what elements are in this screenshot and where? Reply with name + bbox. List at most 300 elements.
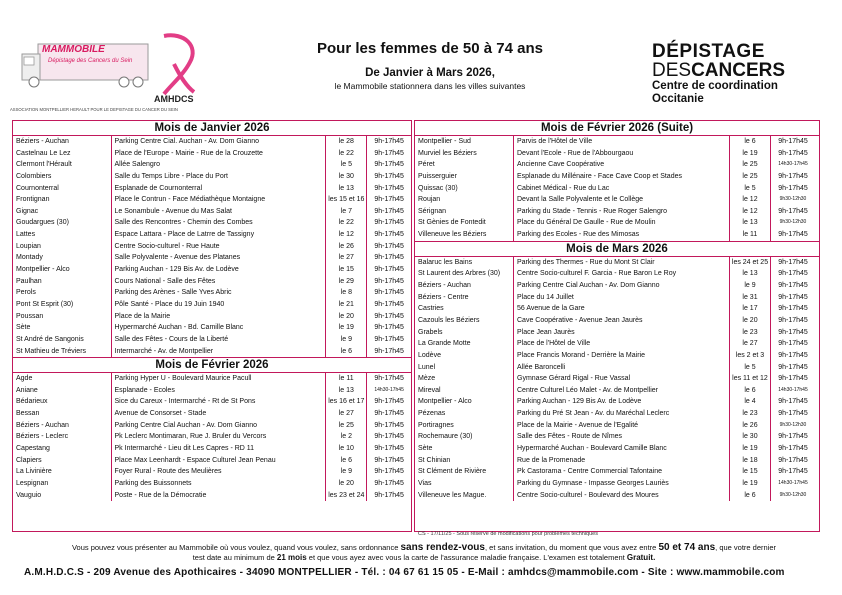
hours-cell: 9h-17h45 bbox=[374, 277, 404, 285]
hours-cell: 9h-17h45 bbox=[778, 456, 808, 464]
table-row bbox=[13, 183, 411, 195]
place-cell: Place de la Mairie - Avenue de l'Egalité bbox=[514, 420, 730, 432]
city-cell: Montpellier - Alco bbox=[13, 264, 112, 276]
date-cell: le 27 bbox=[730, 338, 771, 350]
date-cell: le 6 bbox=[730, 490, 771, 502]
hours-cell: 9h-17h45 bbox=[374, 266, 404, 274]
hours-cell: 9h-17h45 bbox=[374, 300, 404, 308]
date-cell: le 13 bbox=[326, 183, 367, 195]
date-cell: le 29 bbox=[326, 276, 367, 288]
date-range-title: De Janvier à Mars 2026, bbox=[365, 67, 495, 79]
hours-cell: 14h30-17h45 bbox=[778, 479, 808, 486]
place-cell: Parking Auchan - 129 Bis Av. de Lodève bbox=[514, 396, 730, 408]
hours-cell: 9h-17h45 bbox=[374, 231, 404, 239]
date-cell: le 10 bbox=[326, 443, 367, 455]
table-row bbox=[13, 264, 411, 276]
city-cell: Puisserguier bbox=[415, 171, 514, 183]
date-cell: le 26 bbox=[326, 241, 367, 253]
date-cell: le 6 bbox=[730, 136, 771, 148]
place-cell: 56 Avenue de la Gare bbox=[514, 303, 730, 315]
logo-des: DES bbox=[652, 60, 692, 81]
table-row bbox=[415, 183, 819, 195]
place-cell: Espace Lattara - Place de Latrre de Tassigny bbox=[112, 229, 327, 241]
place-cell: Ancienne Cave Coopérative bbox=[514, 159, 730, 171]
date-cell: le 2 bbox=[326, 431, 367, 443]
city-cell: Lodève bbox=[415, 350, 514, 362]
city-cell: Sérignan bbox=[415, 206, 514, 218]
place-cell: Parking Hyper U - Boulevard Maurice Pacull bbox=[112, 373, 327, 385]
place-cell: Poste - Rue de la Démocratie bbox=[112, 490, 327, 502]
city-cell: Perols bbox=[13, 287, 112, 299]
mammobile-logo bbox=[10, 30, 204, 112]
city-cell: Murviel les Béziers bbox=[415, 148, 514, 160]
hours-cell: 9h-17h45 bbox=[374, 347, 404, 355]
hours-cell: 9h-17h45 bbox=[374, 138, 404, 145]
table-row bbox=[13, 490, 411, 502]
table-row bbox=[415, 396, 819, 408]
table-row bbox=[415, 466, 819, 478]
date-cell: le 20 bbox=[326, 478, 367, 490]
city-cell: Quissac (30) bbox=[415, 183, 514, 195]
table-row bbox=[415, 431, 819, 443]
city-cell: St André de Sangonis bbox=[13, 334, 112, 346]
date-cell: le 8 bbox=[326, 287, 367, 299]
date-cell: le 13 bbox=[730, 268, 771, 280]
hours-cell: 9h-17h45 bbox=[778, 410, 808, 418]
city-cell: La Grande Motte bbox=[415, 338, 514, 350]
table-row bbox=[415, 194, 819, 206]
place-cell: Place Francis Morand - Derrière la Mairie bbox=[514, 350, 730, 362]
hours-cell: 9h-17h45 bbox=[778, 351, 808, 359]
city-cell: Bessan bbox=[13, 408, 112, 420]
place-cell: Centre Socio-culturel F. Garcia - Rue Baron Le Roy bbox=[514, 268, 730, 280]
city-cell: St Clément de Rivière bbox=[415, 466, 514, 478]
table-row bbox=[13, 455, 411, 467]
place-cell: Salle du Temps Libre - Place du Port bbox=[112, 171, 327, 183]
table-row bbox=[13, 241, 411, 253]
place-cell: Devant la Salle Polyvalente et le Collège bbox=[514, 194, 730, 206]
hours-cell: 9h-17h45 bbox=[374, 172, 404, 180]
table-row bbox=[13, 346, 411, 358]
city-cell: Montady bbox=[13, 252, 112, 264]
date-cell: le 9 bbox=[326, 334, 367, 346]
hours-cell: 9h-17h45 bbox=[778, 398, 808, 406]
table-row bbox=[415, 420, 819, 432]
depistage-logo bbox=[652, 42, 822, 106]
place-cell: Parvis de l'Hôtel de Ville bbox=[514, 136, 730, 148]
hours-cell: 9h-17h45 bbox=[778, 445, 808, 453]
table-row bbox=[415, 455, 819, 467]
place-cell: Intermarché - Av. de Montpellier bbox=[112, 346, 327, 358]
hours-cell: 14h30-17h45 bbox=[778, 161, 808, 168]
table-row bbox=[415, 327, 819, 339]
footer-21-mois: 21 mois bbox=[276, 553, 307, 562]
place-cell: Salle des Rencontres - Chemin des Combes bbox=[112, 217, 327, 229]
place-cell: Hypermarché Auchan - Bd. Camille Blanc bbox=[112, 322, 327, 334]
footer-age-range: 50 et 74 ans bbox=[658, 542, 716, 553]
footer-line1-mid: , et sans invitation, du moment que vous avez entre bbox=[484, 543, 657, 552]
place-cell: Foyer Rural - Route des Meulières bbox=[112, 466, 327, 478]
date-cell: le 11 bbox=[730, 229, 771, 241]
city-cell: Cournonterral bbox=[13, 183, 112, 195]
table-row bbox=[13, 206, 411, 218]
date-cell: le 15 bbox=[326, 264, 367, 276]
footer-gratuit: Gratuit. bbox=[626, 553, 656, 562]
hours-cell: 9h-17h45 bbox=[778, 316, 808, 324]
table-row bbox=[415, 373, 819, 385]
hours-cell: 9h30-12h30 bbox=[779, 421, 807, 428]
date-cell: les 2 et 3 bbox=[730, 350, 771, 362]
contact-line: A.M.H.D.C.S - 209 Avenue des Apothicaires - 34090 MONTPELLIER - Tél. : 04 67 61 15 05 - E-Mail : amhdcs@mammobile.com - Site : www.mammobile.com bbox=[24, 567, 785, 578]
date-cell: le 4 bbox=[730, 396, 771, 408]
city-cell: Bédarieux bbox=[13, 396, 112, 408]
place-cell: Devant l'Ecole - Rue de l'Abbourgaou bbox=[514, 148, 730, 160]
table-row bbox=[13, 443, 411, 455]
title-block bbox=[250, 40, 610, 91]
place-cell: Place du Général De Gaulle - Rue de Moulin bbox=[514, 217, 730, 229]
hours-cell: 9h-17h45 bbox=[374, 491, 404, 499]
hours-cell: 9h-17h45 bbox=[374, 219, 404, 227]
city-cell: Béziers - Auchan bbox=[415, 280, 514, 292]
place-cell: Parking des Thermes - Rue du Mont St Clair bbox=[514, 257, 730, 269]
date-cell: le 22 bbox=[326, 148, 367, 160]
city-cell: Goudargues (30) bbox=[13, 217, 112, 229]
table-row bbox=[415, 217, 819, 229]
hours-cell: 9h-17h45 bbox=[374, 375, 404, 383]
hours-cell: 9h30-12h30 bbox=[779, 196, 807, 203]
hours-cell: 9h-17h45 bbox=[778, 138, 808, 145]
date-cell: le 9 bbox=[326, 466, 367, 478]
date-cell: le 21 bbox=[326, 299, 367, 311]
place-cell: Place le Contrun - Face Médiathèque Montaigne bbox=[112, 194, 327, 206]
table-row bbox=[415, 408, 819, 420]
place-cell: Place de la Mairie bbox=[112, 311, 327, 323]
logo-depistage: DÉPISTAGE bbox=[652, 41, 765, 62]
place-cell: Pk Leclerc Montimaran, Rue J. Bruler du Vercors bbox=[112, 431, 327, 443]
hours-cell: 9h-17h45 bbox=[374, 445, 404, 453]
fevrier-title: Mois de Février 2026 bbox=[13, 357, 411, 373]
city-cell: Capestang bbox=[13, 443, 112, 455]
date-cell: le 22 bbox=[326, 217, 367, 229]
place-cell: Parking du Gymnase - Impasse Georges Lauriès bbox=[514, 478, 730, 490]
hours-cell: 9h-17h45 bbox=[778, 184, 808, 192]
city-cell: Pézenas bbox=[415, 408, 514, 420]
hours-cell: 9h-17h45 bbox=[778, 172, 808, 180]
place-cell: Esplanade du Millénaire - Face Cave Coop et Stades bbox=[514, 171, 730, 183]
city-cell: Montpellier - Alco bbox=[415, 396, 514, 408]
logo-cancers: CANCERS bbox=[691, 60, 786, 81]
table-row bbox=[415, 315, 819, 327]
table-row bbox=[13, 420, 411, 432]
mars-table bbox=[415, 257, 819, 501]
city-cell: Rochemaure (30) bbox=[415, 431, 514, 443]
table-row bbox=[13, 408, 411, 420]
fevrier-suite-title: Mois de Février 2026 (Suite) bbox=[415, 121, 819, 136]
city-cell: Béziers - Centre bbox=[415, 292, 514, 304]
right-schedule-panel bbox=[414, 120, 820, 532]
table-row bbox=[415, 443, 819, 455]
mammobile-subtitle: Dépistage des Cancers du Sein bbox=[48, 58, 133, 64]
hours-cell: 9h-17h45 bbox=[374, 289, 404, 297]
table-row bbox=[415, 362, 819, 374]
logo-occitanie: Occitanie bbox=[652, 93, 704, 105]
place-cell: Salle des Fêtes - Cours de la Liberté bbox=[112, 334, 327, 346]
hours-cell: 9h-17h45 bbox=[778, 270, 808, 278]
city-cell: Pont St Esprit (30) bbox=[13, 299, 112, 311]
hours-cell: 9h-17h45 bbox=[374, 335, 404, 343]
footer-note: CS - 17/11/25 - Sous réserve de modifications pour problèmes techniques bbox=[418, 531, 598, 537]
hours-cell: 9h-17h45 bbox=[374, 456, 404, 464]
city-cell: Clapiers bbox=[13, 455, 112, 467]
hours-cell: 9h-17h45 bbox=[778, 363, 808, 371]
table-row bbox=[415, 206, 819, 218]
place-cell: Pk Intermarché - Lieu dit Les Capres - RD 11 bbox=[112, 443, 327, 455]
place-cell: Place du 14 Juillet bbox=[514, 292, 730, 304]
hours-cell: 9h-17h45 bbox=[778, 282, 808, 290]
hours-cell: 9h-17h45 bbox=[374, 398, 404, 406]
date-cell: le 6 bbox=[326, 455, 367, 467]
left-schedule-panel bbox=[12, 120, 412, 532]
place-cell: Parking Auchan - 129 Bis Av. de Lodève bbox=[112, 264, 327, 276]
city-cell: Clermont l'Hérault bbox=[13, 159, 112, 171]
table-row bbox=[415, 229, 819, 241]
place-cell: Avenue de Consorset - Stade bbox=[112, 408, 327, 420]
place-cell: Parking Centre Cial Auchan - Av. Dom Gianno bbox=[112, 420, 327, 432]
city-cell: Villeneuve les Mague. bbox=[415, 490, 514, 502]
date-cell: les 23 et 24 bbox=[326, 490, 367, 502]
city-cell: Loupian bbox=[13, 241, 112, 253]
mammobile-name: MAMMOBILE bbox=[42, 44, 105, 55]
date-cell: le 12 bbox=[730, 206, 771, 218]
table-row bbox=[13, 229, 411, 241]
date-cell: le 5 bbox=[730, 183, 771, 195]
city-cell: Cazouls les Béziers bbox=[415, 315, 514, 327]
table-row bbox=[415, 148, 819, 160]
date-cell: le 17 bbox=[730, 303, 771, 315]
date-cell: le 20 bbox=[326, 311, 367, 323]
date-cell: les 15 et 16 bbox=[326, 194, 367, 206]
table-row bbox=[13, 334, 411, 346]
hours-cell: 9h-17h45 bbox=[778, 305, 808, 313]
hours-cell: 14h30-17h45 bbox=[374, 386, 404, 393]
place-cell: Esplanade - Ecoles bbox=[112, 385, 327, 397]
city-cell: Roujan bbox=[415, 194, 514, 206]
hours-cell: 9h30-12h30 bbox=[779, 219, 807, 226]
place-cell: Rue de la Promenade bbox=[514, 455, 730, 467]
table-row bbox=[415, 292, 819, 304]
mammobile-truck-icon bbox=[14, 30, 204, 112]
date-cell: le 25 bbox=[730, 159, 771, 171]
table-row bbox=[415, 338, 819, 350]
city-cell: La Livinière bbox=[13, 466, 112, 478]
footer-line1-start: Vous pouvez vous présenter au Mammobile où vous voulez, quand vous voulez, sans ordonnance bbox=[71, 543, 399, 552]
table-row bbox=[13, 252, 411, 264]
place-cell: Place de l'Hôtel de Ville bbox=[514, 338, 730, 350]
city-cell: Béziers - Leclerc bbox=[13, 431, 112, 443]
table-row bbox=[13, 478, 411, 490]
date-cell: le 13 bbox=[326, 385, 367, 397]
hours-cell: 9h-17h45 bbox=[374, 196, 404, 204]
hours-cell: 9h-17h45 bbox=[778, 293, 808, 301]
place-cell: Parking du Stade - Tennis - Rue Roger Salengro bbox=[514, 206, 730, 218]
hours-cell: 9h-17h45 bbox=[374, 254, 404, 262]
date-cell: le 23 bbox=[730, 327, 771, 339]
logo-centre: Centre de coordination bbox=[652, 80, 778, 92]
place-cell: Cours National - Salle des Fêtes bbox=[112, 276, 327, 288]
table-row bbox=[415, 268, 819, 280]
city-cell: Villeneuve les Béziers bbox=[415, 229, 514, 241]
city-cell: Péret bbox=[415, 159, 514, 171]
place-cell: Pôle Santé - Place du 19 Juin 1940 bbox=[112, 299, 327, 311]
place-cell: Parking du Pré St Jean - Av. du Maréchal Leclerc bbox=[514, 408, 730, 420]
city-cell: St Mathieu de Tréviers bbox=[13, 346, 112, 358]
table-row bbox=[13, 466, 411, 478]
place-cell: Pk Castorama - Centre Commercial Tafontaine bbox=[514, 466, 730, 478]
date-cell: le 25 bbox=[730, 171, 771, 183]
city-cell: Vauguio bbox=[13, 490, 112, 502]
city-cell: Portiragnes bbox=[415, 420, 514, 432]
table-row bbox=[13, 159, 411, 171]
table-row bbox=[13, 396, 411, 408]
place-cell: Parking Centre Cial. Auchan - Av. Dom Gianno bbox=[112, 136, 327, 148]
table-row bbox=[415, 171, 819, 183]
city-cell: Vias bbox=[415, 478, 514, 490]
table-row bbox=[13, 299, 411, 311]
date-cell: le 30 bbox=[730, 431, 771, 443]
logo-des-cancers bbox=[652, 61, 822, 80]
hours-cell: 9h-17h45 bbox=[778, 207, 808, 215]
footer-line2-start: test date au minimum de bbox=[192, 553, 275, 562]
date-cell: le 15 bbox=[730, 466, 771, 478]
hours-cell: 9h-17h45 bbox=[778, 231, 808, 239]
place-cell: Parking des Arènes - Salle Yves Abric bbox=[112, 287, 327, 299]
fevrier-table bbox=[13, 373, 411, 501]
date-cell: le 6 bbox=[326, 346, 367, 358]
date-cell: le 31 bbox=[730, 292, 771, 304]
date-cell: le 12 bbox=[730, 194, 771, 206]
city-cell: Agde bbox=[13, 373, 112, 385]
hours-cell: 9h-17h45 bbox=[778, 433, 808, 441]
city-cell: St Chinian bbox=[415, 455, 514, 467]
date-cell: le 26 bbox=[730, 420, 771, 432]
table-row bbox=[13, 171, 411, 183]
table-row bbox=[415, 136, 819, 148]
date-cell: le 6 bbox=[730, 385, 771, 397]
hours-cell: 9h-17h45 bbox=[778, 258, 808, 266]
hours-cell: 14h30-17h45 bbox=[778, 386, 808, 393]
janvier-table bbox=[13, 136, 411, 357]
hours-cell: 9h-17h45 bbox=[374, 184, 404, 192]
table-row bbox=[13, 385, 411, 397]
table-row bbox=[13, 136, 411, 148]
fevrier-suite-table bbox=[415, 136, 819, 241]
city-cell: Colombiers bbox=[13, 171, 112, 183]
place-cell: Centre Socio-culturel - Boulevard des Moures bbox=[514, 490, 730, 502]
table-row bbox=[13, 287, 411, 299]
footer-line1-end: , que votre dernier bbox=[715, 543, 777, 552]
date-cell: le 11 bbox=[326, 373, 367, 385]
city-cell: Mireval bbox=[415, 385, 514, 397]
hours-cell: 9h-17h45 bbox=[374, 410, 404, 418]
date-cell: les 24 et 25 bbox=[730, 257, 771, 269]
hours-cell: 9h-17h45 bbox=[374, 242, 404, 250]
mammobile-tagline: ASSOCIATION MONTPELLIER HERAULT POUR LE DEPISTAGE DU CANCER DU SEIN bbox=[10, 107, 178, 112]
table-row bbox=[415, 257, 819, 269]
hours-cell: 9h-17h45 bbox=[374, 479, 404, 487]
date-cell: le 12 bbox=[326, 229, 367, 241]
date-cell: le 19 bbox=[730, 443, 771, 455]
place-cell: Esplanade de Cournonterral bbox=[112, 183, 327, 195]
table-row bbox=[415, 159, 819, 171]
table-row bbox=[415, 385, 819, 397]
city-cell: St Laurent des Arbres (30) bbox=[415, 268, 514, 280]
place-cell: Place de l'Europe - Mairie - Rue de la Crouzette bbox=[112, 148, 327, 160]
place-cell: Allée Salengro bbox=[112, 159, 327, 171]
city-cell: Castries bbox=[415, 303, 514, 315]
city-cell: Gignac bbox=[13, 206, 112, 218]
place-cell: Cave Coopérative - Avenue Jean Jaurès bbox=[514, 315, 730, 327]
table-row bbox=[13, 373, 411, 385]
footer-sans-rdv: sans rendez-vous bbox=[400, 542, 485, 553]
place-cell: Salle Polyvalente - Avenue des Platanes bbox=[112, 252, 327, 264]
date-cell: le 5 bbox=[326, 159, 367, 171]
table-row bbox=[415, 350, 819, 362]
hours-cell: 9h-17h45 bbox=[778, 328, 808, 336]
footer-line2-mid: et que vous ayez avec vous la carte de l'assurance maladie française. L'examen est totalement bbox=[308, 553, 625, 562]
hours-cell: 9h-17h45 bbox=[374, 149, 404, 157]
place-cell: Cabinet Médical - Rue du Lac bbox=[514, 183, 730, 195]
city-cell: Sète bbox=[415, 443, 514, 455]
city-cell: St Gènies de Fontedit bbox=[415, 217, 514, 229]
place-cell: Salle des Fêtes - Route de Nîmes bbox=[514, 431, 730, 443]
city-cell: Balaruc les Bains bbox=[415, 257, 514, 269]
hours-cell: 9h-17h45 bbox=[374, 468, 404, 476]
hours-cell: 9h30-12h30 bbox=[779, 491, 807, 498]
date-cell: le 9 bbox=[730, 280, 771, 292]
date-cell: le 19 bbox=[326, 322, 367, 334]
date-cell: le 19 bbox=[730, 478, 771, 490]
date-cell: le 27 bbox=[326, 252, 367, 264]
city-cell: Béziers - Auchan bbox=[13, 136, 112, 148]
hours-cell: 9h-17h45 bbox=[778, 375, 808, 383]
hours-cell: 9h-17h45 bbox=[374, 324, 404, 332]
hours-cell: 9h-17h45 bbox=[374, 421, 404, 429]
place-cell: Parking Centre Cial Auchan - Av. Dom Gianno bbox=[514, 280, 730, 292]
date-cell: le 30 bbox=[326, 171, 367, 183]
footer-info bbox=[14, 543, 834, 563]
city-cell: Montpellier - Sud bbox=[415, 136, 514, 148]
hours-cell: 9h-17h45 bbox=[374, 433, 404, 441]
city-cell: Grabels bbox=[415, 327, 514, 339]
city-cell: Frontignan bbox=[13, 194, 112, 206]
city-cell: Poussan bbox=[13, 311, 112, 323]
city-cell: Castelnau Le Lez bbox=[13, 148, 112, 160]
place-cell: Sice du Careux - Intermarché - Rt de St Pons bbox=[112, 396, 327, 408]
place-cell: Hypermarché Auchan - Boulevard Camille Blanc bbox=[514, 443, 730, 455]
date-cell: le 7 bbox=[326, 206, 367, 218]
date-cell: le 23 bbox=[730, 408, 771, 420]
table-row bbox=[415, 280, 819, 292]
city-cell: Paulhan bbox=[13, 276, 112, 288]
hours-cell: 9h-17h45 bbox=[778, 468, 808, 476]
table-row bbox=[13, 276, 411, 288]
city-cell: Aniane bbox=[13, 385, 112, 397]
place-cell: Parking des Ecoles - Rue des Mimosas bbox=[514, 229, 730, 241]
table-row bbox=[13, 322, 411, 334]
amhdcs-org-label: AMHDCS bbox=[154, 94, 194, 104]
hours-cell: 9h-17h45 bbox=[374, 312, 404, 320]
table-row bbox=[13, 431, 411, 443]
